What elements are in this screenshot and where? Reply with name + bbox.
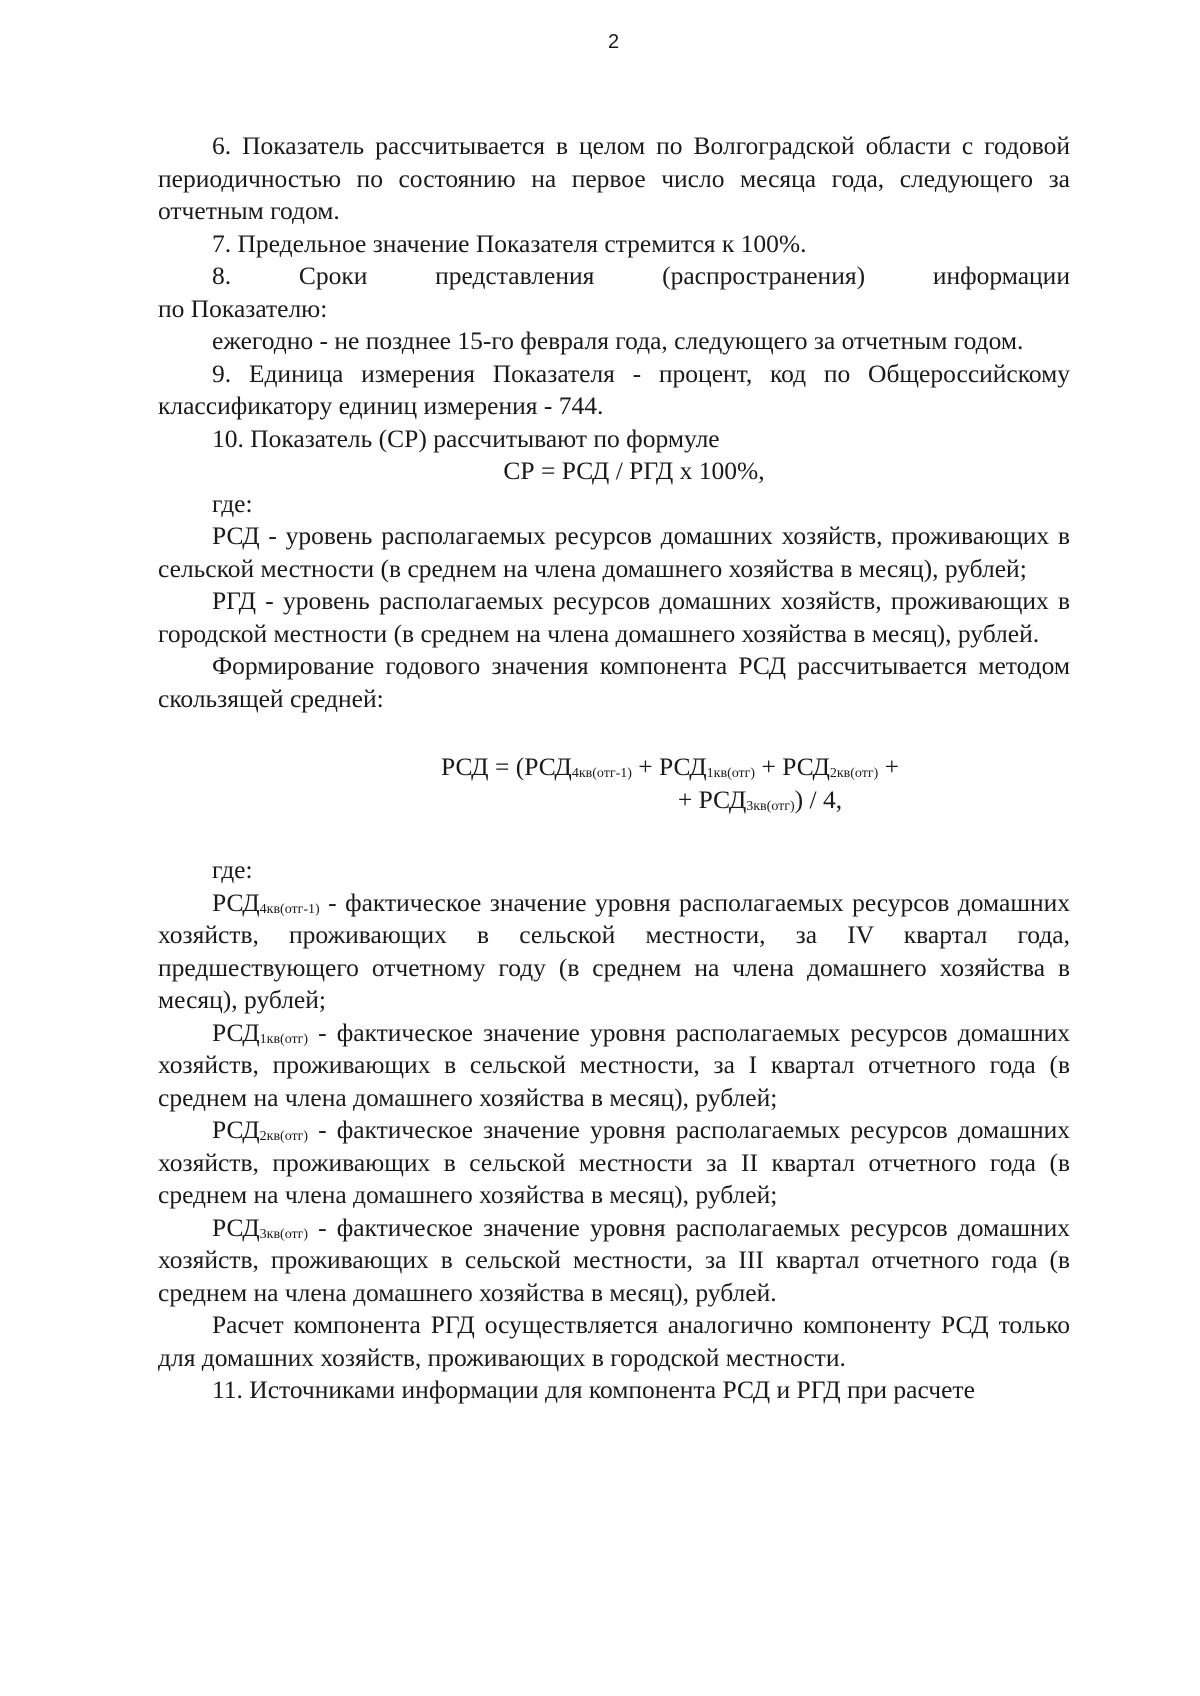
paragraph-7: 7. Предельное значение Показателя стремится к 100%. <box>212 228 807 258</box>
formation-paragraph: Формирование годового значения компонента РСД рассчитывается методом скользящей средней: <box>158 651 1070 713</box>
definition-rsd-4q: $РСД_{4кв(отг-1)}$ - фактическое значение уровня располагаемых ресурсов домашних хозяйств, проживающих в сельской местности, за IV квартал года, предшествующего отчетному году (в среднем на члена домашнего хозяйства в месяц), рублей; <box>158 887 1070 1014</box>
formula-line-2: + $РСД_{3кв(отг)}) / 4$, <box>677 784 843 814</box>
formula-line-1: РСД = ($РСД_{4кв(отг-1)} + РСД_{1кв(отг)} + РСД_{2кв(отг)}$ + <box>440 752 900 782</box>
paragraph-10: 10. Показатель (СР) рассчитывают по формуле <box>212 423 720 453</box>
where-label-2: где: <box>212 855 253 884</box>
paragraph-11: 11. Источниками информации для компонента РСД и РГД при расчете <box>212 1375 975 1404</box>
document-body <box>158 130 1070 1407</box>
p8-word: Сроки <box>298 261 368 290</box>
paragraph-8-continuation: по Показателю: <box>158 293 328 323</box>
page-number: 2 <box>607 31 620 53</box>
p8-word: представления <box>435 261 595 290</box>
paragraph-9: 9. Единица измерения Показателя - процент, код по Общероссийскому классификатору единиц измерения - 744. <box>158 358 1070 420</box>
definition-rsd-3q: $РСД_{3кв(отг)}$ - фактическое значение уровня располагаемых ресурсов домашних хозяйств, проживающих в сельской местности, за III квартал отчетного года (в среднем на члена домашнего хозяйства в месяц), рублей. <box>158 1212 1070 1307</box>
definition-rsd-2q: $РСД_{2кв(отг)}$ - фактическое значение уровня располагаемых ресурсов домашних хозяйств, проживающих в сельской местности за II квартал отчетного года (в среднем на члена домашнего хозяйства в месяц), рублей; <box>158 1115 1070 1209</box>
definition-rsd: РСД - уровень располагаемых ресурсов домашних хозяйств, проживающих в сельской местности (в среднем на члена домашнего хозяйства в месяц), рублей; <box>158 521 1070 583</box>
formula-sr: СР = РСД / РГД х 100%, <box>503 456 765 485</box>
rgd-calculation-note: Расчет компонента РГД осуществляется аналогично компоненту РСД только для домашних хозяйств, проживающих в городской местности. <box>158 1310 1070 1372</box>
formula-rsd-moving-average <box>158 751 1070 816</box>
p8-word: (распространения) <box>662 261 866 290</box>
paragraph-6: 6. Показатель рассчитывается в целом по Волгоградской области с годовой периодичностью по состоянию на первое число месяца года, следующего за отчетным годом. <box>158 131 1070 225</box>
definition-rsd-1q: $РСД_{1кв(отг)}$ - фактическое значение уровня располагаемых ресурсов домашних хозяйств, проживающих в сельской местности, за I квартал отчетного года (в среднем на члена домашнего хозяйства в месяц), рублей; <box>158 1017 1070 1112</box>
p8-word: информации <box>932 261 1070 290</box>
definition-rgd: РГД - уровень располагаемых ресурсов домашних хозяйств, проживающих в городской местности (в среднем на члена домашнего хозяйства в месяц), рублей. <box>158 586 1070 648</box>
where-label: где: <box>212 488 253 518</box>
paragraph-8-line <box>158 260 1070 293</box>
paragraph-8-detail: ежегодно - не позднее 15-го февраля года, следующего за отчетным годом. <box>212 326 1024 355</box>
p8-word: 8. <box>212 261 232 290</box>
